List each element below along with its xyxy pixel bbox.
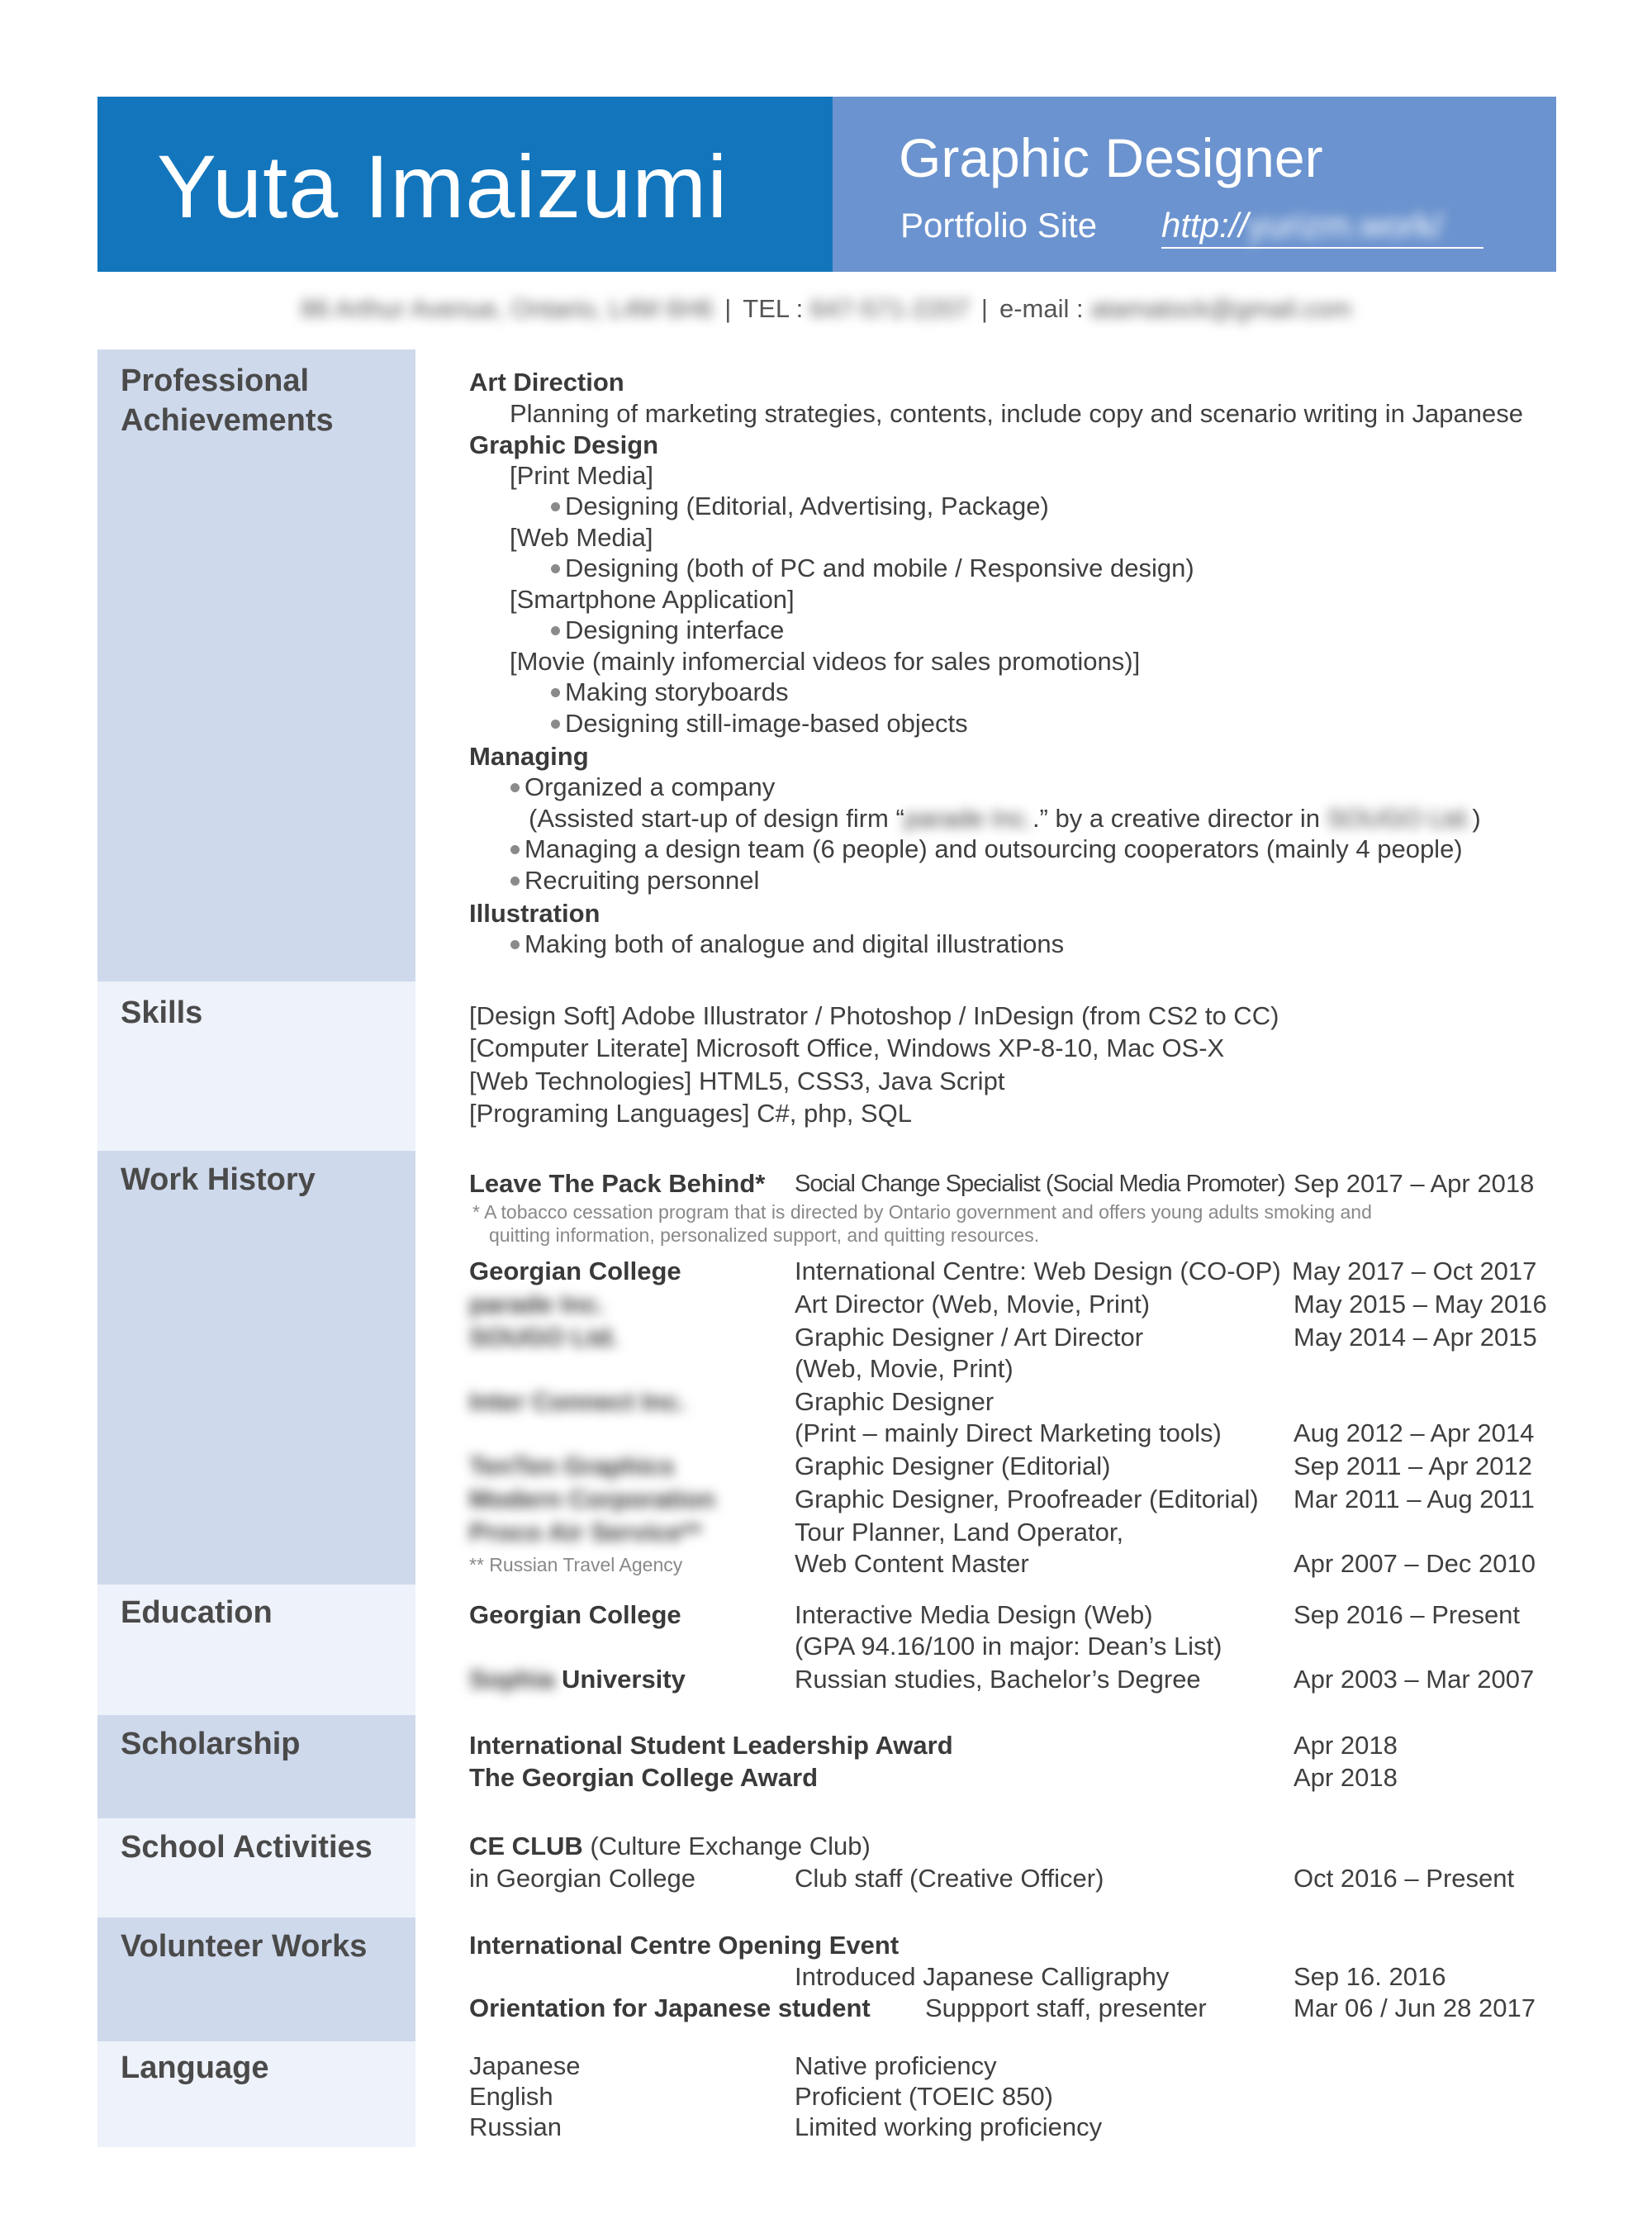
achievement-text: Planning of marketing strategies, contents, include copy and scenario writing in Japanese [510, 399, 1523, 428]
section-label-work: Work History [121, 1162, 316, 1197]
achievement-bullet [510, 865, 759, 896]
bullet-text: Making storyboards [565, 677, 789, 706]
language-level: Limited working proficiency [795, 2112, 1103, 2141]
url-prefix: http:// [1161, 206, 1249, 245]
achievement-bullet [551, 708, 968, 739]
achievement-heading: Illustration [469, 899, 601, 928]
bullet-icon [551, 688, 560, 697]
volunteer-event: International Centre Opening Event [469, 1931, 900, 1960]
work-role: (Print – mainly Direct Marketing tools) [795, 1418, 1222, 1447]
bullet-text: Designing (both of PC and mobile / Responsive design) [565, 554, 1194, 582]
work-date: Sep 2017 – Apr 2018 [1294, 1169, 1535, 1198]
work-role: Art Director (Web, Movie, Print) [795, 1290, 1151, 1319]
language-level: Native proficiency [795, 2051, 997, 2080]
achievement-text: [Smartphone Application] [510, 585, 795, 614]
activity-location: in Georgian College [469, 1864, 696, 1893]
work-company: Inter Connect Inc. [469, 1387, 686, 1416]
bullet-icon [510, 940, 520, 949]
section-label-skills: Skills [121, 995, 203, 1030]
section-label-activities: School Activities [121, 1830, 373, 1865]
volunteer-date: Sep 16. 2016 [1294, 1962, 1446, 1991]
achievement-text [529, 803, 1481, 834]
achievement-bullet [551, 615, 784, 646]
note-part: ) [1472, 804, 1481, 833]
club-desc: (Culture Exchange Club) [582, 1832, 871, 1860]
tel-number: 647-571-2207 [809, 294, 970, 323]
scholarship-date: Apr 2018 [1294, 1731, 1398, 1760]
portfolio-label: Portfolio Site [900, 206, 1098, 245]
achievement-bullet [510, 834, 1463, 865]
bullet-icon [551, 502, 560, 511]
achievements-line2: Achievements [121, 403, 334, 438]
achievement-text: [Print Media] [510, 461, 654, 490]
achievements-line1: Professional [121, 363, 310, 398]
work-role: Graphic Designer (Editorial) [795, 1452, 1111, 1480]
section-label-education: Education [121, 1595, 273, 1630]
work-date: May 2014 – Apr 2015 [1294, 1323, 1537, 1352]
achievement-heading: Graphic Design [469, 430, 659, 459]
email-label: e-mail : [999, 294, 1084, 323]
achievement-heading: Managing [469, 742, 589, 771]
section-label-language: Language [121, 2050, 269, 2085]
address: 86 Arthur Avenue, Ontario, L4M 6H6 [301, 294, 714, 323]
note-part: .” by a creative director in [1032, 804, 1327, 833]
contact-line: 86 Arthur Avenue, Ontario, L4M 6H6 | TEL : 647-571-2207 | e-mail : atamatock@gmail.com [301, 294, 1351, 323]
bullet-icon [551, 564, 560, 573]
work-company: Georgian College [469, 1257, 681, 1285]
work-date: Aug 2012 – Apr 2014 [1294, 1418, 1535, 1447]
bullet-text: Designing (Editorial, Advertising, Package) [565, 492, 1049, 520]
band-achievements [97, 349, 415, 981]
education-gpa: (GPA 94.16/100 in major: Dean’s List) [795, 1632, 1222, 1661]
volunteer-event: Orientation for Japanese student [469, 1993, 871, 2022]
work-role: Graphic Designer, Proofreader (Editorial) [795, 1485, 1259, 1513]
activity-date: Oct 2016 – Present [1294, 1864, 1515, 1893]
scholarship-date: Apr 2018 [1294, 1763, 1398, 1792]
bullet-icon [551, 626, 560, 635]
bullet-text: Designing still-image-based objects [565, 709, 968, 738]
work-company: Leave The Pack Behind* [469, 1169, 766, 1198]
work-date: Mar 2011 – Aug 2011 [1294, 1485, 1535, 1513]
achievement-bullet [510, 772, 775, 803]
section-label-scholarship: Scholarship [121, 1727, 301, 1761]
url-rest: yurizm.work/ [1248, 206, 1443, 245]
work-company: TenTen Graphics [469, 1452, 675, 1480]
note-part: (Assisted start-up of design firm “ [529, 804, 904, 833]
achievement-bullet [551, 491, 1049, 522]
education-program: Interactive Media Design (Web) [795, 1600, 1153, 1629]
work-role: Web Content Master [795, 1549, 1029, 1578]
work-date: Sep 2011 – Apr 2012 [1294, 1452, 1533, 1480]
work-date: May 2017 – Oct 2017 [1292, 1257, 1537, 1285]
work-role: Tour Planner, Land Operator, [795, 1518, 1124, 1547]
work-note: * A tobacco cessation program that is directed by Ontario government and offers young adults smoking and [472, 1201, 1372, 1223]
firm-name: parade Inc. [904, 804, 1032, 833]
work-date: Apr 2007 – Dec 2010 [1294, 1549, 1536, 1578]
school-name-part: Sophia [469, 1665, 555, 1694]
education-school [469, 1664, 686, 1695]
club-name: CE CLUB [469, 1832, 583, 1860]
bullet-icon [551, 720, 560, 729]
bullet-text: Making both of analogue and digital illustrations [525, 929, 1065, 958]
volunteer-role: Introduced Japanese Calligraphy [795, 1962, 1170, 1991]
work-role: Social Change Specialist (Social Media Promoter) [795, 1171, 1285, 1197]
skill-line: [Computer Literate] Microsoft Office, Windows XP-8-10, Mac OS-X [469, 1033, 1225, 1062]
bullet-icon [510, 845, 520, 854]
bullet-text: Managing a design team (6 people) and outsourcing cooperators (mainly 4 people) [525, 834, 1463, 863]
role-banner [833, 97, 1556, 272]
work-date: May 2015 – May 2016 [1294, 1290, 1547, 1319]
scholarship-award: International Student Leadership Award [469, 1731, 953, 1760]
achievement-text: [Web Media] [510, 523, 653, 552]
language-name: Japanese [469, 2051, 581, 2080]
activity-club [469, 1831, 871, 1862]
achievement-text: [Movie (mainly infomercial videos for sales promotions)] [510, 647, 1141, 676]
work-company: Modern Corporation [469, 1485, 715, 1513]
portfolio-link[interactable] [1161, 206, 1483, 249]
skill-line: [Programing Languages] C#, php, SQL [469, 1099, 912, 1128]
skill-line: [Design Soft] Adobe Illustrator / Photoshop / InDesign (from CS2 to CC) [469, 1001, 1279, 1030]
achievement-bullet [551, 677, 789, 708]
work-company: SOUGO Ltd. [469, 1323, 619, 1352]
language-name: Russian [469, 2112, 562, 2141]
work-role: Graphic Designer / Art Director [795, 1323, 1144, 1352]
scholarship-award: The Georgian College Award [469, 1763, 819, 1792]
language-name: English [469, 2082, 553, 2111]
company-name: SOUGO Ltd. [1327, 804, 1473, 833]
work-role: International Centre: Web Design (CO-OP) [795, 1257, 1281, 1285]
work-role: (Web, Movie, Print) [795, 1354, 1014, 1383]
bullet-icon [510, 783, 520, 792]
school-name-part: University [554, 1665, 686, 1694]
band-work [97, 1151, 415, 1585]
volunteer-date: Mar 06 / Jun 28 2017 [1294, 1993, 1536, 2022]
skill-line: [Web Technologies] HTML5, CSS3, Java Script [469, 1067, 1005, 1095]
education-program: Russian studies, Bachelor’s Degree [795, 1665, 1201, 1694]
bullet-text: Recruiting personnel [525, 866, 760, 895]
bullet-text: Designing interface [565, 615, 785, 644]
work-note: ** Russian Travel Agency [469, 1554, 683, 1575]
name-banner [97, 97, 833, 272]
achievement-heading: Art Direction [469, 368, 624, 397]
work-role: Graphic Designer [795, 1387, 995, 1416]
volunteer-role: Suppport staff, presenter [925, 1993, 1207, 2022]
email-address[interactable]: atamatock@gmail.com [1090, 294, 1351, 323]
achievement-bullet [510, 929, 1064, 960]
language-level: Proficient (TOEIC 850) [795, 2082, 1053, 2111]
section-label-achievements [121, 361, 334, 440]
achievement-bullet [551, 553, 1194, 584]
activity-role: Club staff (Creative Officer) [795, 1864, 1104, 1893]
resume-header [97, 97, 1556, 272]
bullet-icon [510, 877, 520, 886]
applicant-name: Yuta Imaizumi [157, 136, 729, 236]
work-company: Proco Air Service** [469, 1518, 702, 1547]
education-date: Sep 2016 – Present [1294, 1600, 1521, 1629]
section-label-volunteer: Volunteer Works [121, 1929, 368, 1964]
work-note: quitting information, personalized support, and quitting resources. [489, 1224, 1040, 1246]
education-date: Apr 2003 – Mar 2007 [1294, 1665, 1535, 1694]
job-title: Graphic Designer [899, 127, 1323, 188]
bullet-text: Organized a company [525, 772, 776, 801]
tel-label: TEL : [743, 294, 804, 323]
education-school: Georgian College [469, 1600, 681, 1629]
work-company: parade Inc. [469, 1290, 605, 1319]
